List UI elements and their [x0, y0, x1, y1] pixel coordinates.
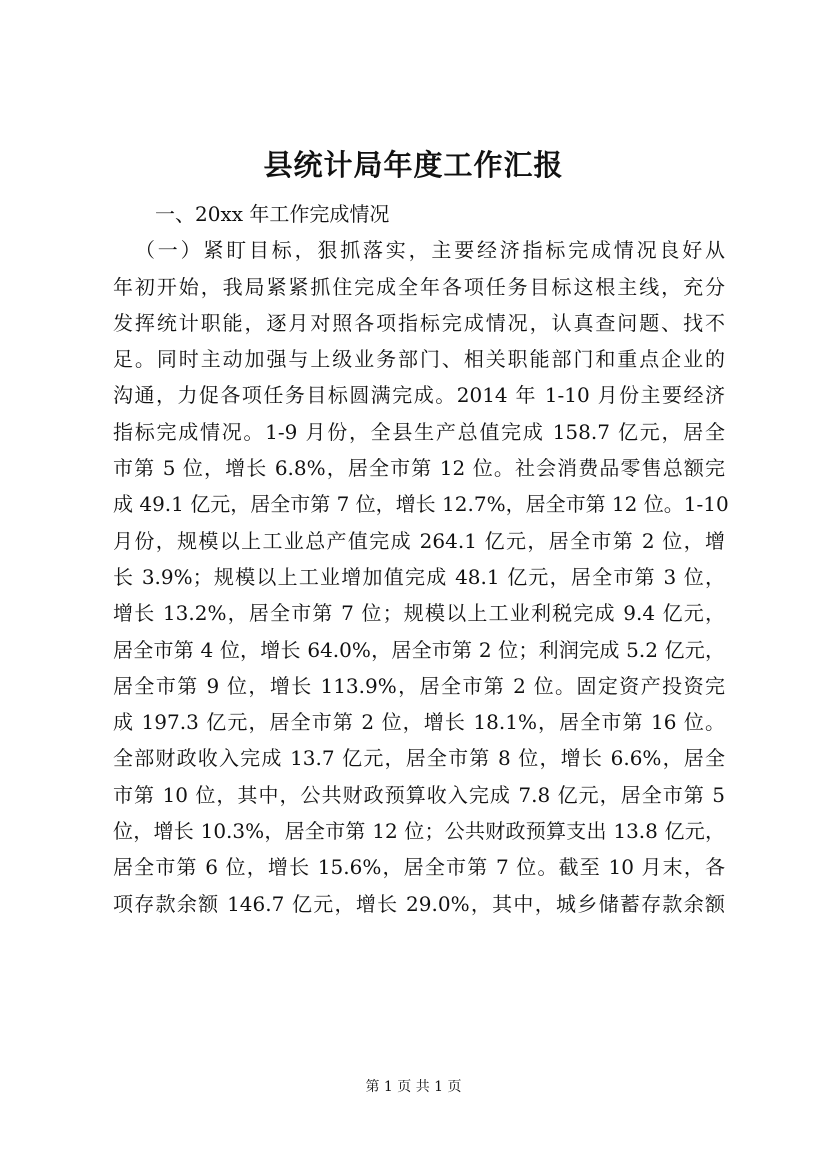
paragraph-line: 市第 10 位，其中，公共财政预算收入完成 7.8 亿元，居全市第 5: [113, 782, 725, 807]
paragraph-line: 月份，规模以上工业总产值完成 264.1 亿元，居全市第 2 位，增: [113, 528, 725, 553]
paragraph-line: 居全市第 6 位，增长 15.6%，居全市第 7 位。截至 10 月末，各: [113, 855, 725, 880]
paragraph-line: 市第 5 位，增长 6.8%，居全市第 12 位。社会消费品零售总额完: [113, 456, 725, 481]
paragraph: [113, 232, 729, 922]
paragraph-line: 沟通，力促各项任务目标圆满完成。2014 年 1-10 月份主要经济: [113, 383, 725, 408]
paragraph-line: 发挥统计职能，逐月对照各项指标完成情况，认真查问题、找不: [113, 310, 725, 335]
paragraph-line: 成 197.3 亿元，居全市第 2 位，增长 18.1%，居全市第 16 位。: [113, 710, 725, 735]
document-body: [113, 196, 729, 922]
section-heading: 一、20xx 年工作完成情况: [155, 202, 390, 226]
paragraph-line: 全部财政收入完成 13.7 亿元，居全市第 8 位，增长 6.6%，居全: [113, 746, 725, 771]
paragraph-line: 足。同时主动加强与上级业务部门、相关职能部门和重点企业的: [113, 347, 725, 372]
paragraph-line: 长 3.9%；规模以上工业增加值完成 48.1 亿元，居全市第 3 位，: [113, 564, 725, 589]
paragraph-line: 成 49.1 亿元，居全市第 7 位，增长 12.7%，居全市第 12 位。1-10: [113, 492, 729, 517]
paragraph-line: 项存款余额 146.7 亿元，增长 29.0%，其中，城乡储蓄存款余额: [113, 891, 725, 916]
paragraph-line: 居全市第 4 位，增长 64.0%，居全市第 2 位；利润完成 5.2 亿元，: [113, 637, 725, 662]
page-footer: 第 1 页 共 1 页: [365, 1079, 462, 1095]
document-title: 县统计局年度工作汇报: [263, 148, 564, 182]
paragraph-line: 指标完成情况。1-9 月份，全县生产总值完成 158.7 亿元，居全: [113, 419, 725, 444]
paragraph-line: 年初开始，我局紧紧抓住完成全年各项任务目标这根主线，充分: [113, 274, 725, 299]
paragraph-line: 位，增长 10.3%，居全市第 12 位；公共财政预算支出 13.8 亿元，: [113, 819, 725, 844]
paragraph-line: 居全市第 9 位，增长 113.9%，居全市第 2 位。固定资产投资完: [113, 673, 725, 698]
paragraph-line: 增长 13.2%，居全市第 7 位；规模以上工业利税完成 9.4 亿元，: [113, 601, 725, 626]
paragraph-line: （一）紧盯目标，狠抓落实，主要经济指标完成情况良好从: [135, 238, 725, 263]
